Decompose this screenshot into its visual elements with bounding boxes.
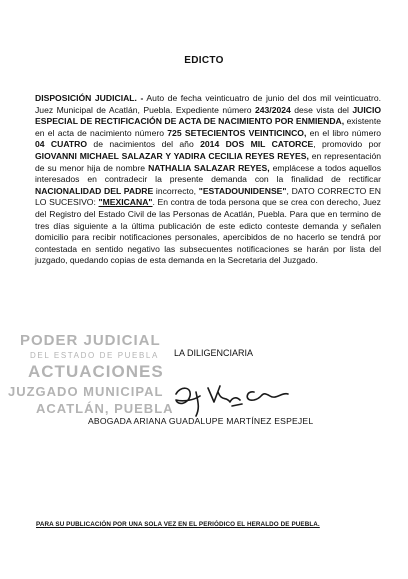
handwritten-signature <box>170 378 320 420</box>
act-number: 725 SETECIENTOS VEINTICINCO, <box>167 127 307 138</box>
stamp-line: ACTUACIONES <box>28 362 164 381</box>
diligenciaria-label: LA DILIGENCIARIA <box>174 348 254 358</box>
stamp-line: PODER JUDICIAL <box>20 332 161 349</box>
year: 2014 DOS MIL CATORCE <box>200 139 314 150</box>
text-segment: en representación de su menor hija de nombre <box>35 150 381 173</box>
document-title: EDICTO <box>184 55 224 66</box>
stamp-line: JUZGADO MUNICIPAL <box>8 384 164 399</box>
minor-name: NATHALIA SALAZAR REYES, <box>148 162 270 173</box>
edict-body <box>35 93 381 267</box>
book-number: 04 CUATRO <box>35 139 88 150</box>
case-number: 243/2024 <box>254 104 291 115</box>
publication-note: PARA SU PUBLICACIÓN POR UNA SOLA VEZ EN EL PERIÓDICO EL HERALDO DE PUEBLA. <box>36 521 320 528</box>
court-stamp <box>6 332 196 416</box>
promoters: GIOVANNI MICHAEL SALAZAR Y YADIRA CECILIA REYES REYES, <box>35 150 309 161</box>
text-segment: incorrecto, <box>153 185 199 196</box>
text-segment: existente en el acta de nacimiento número <box>35 116 381 138</box>
text-segment: . En contra de toda persona que se crea con derecho, Juez del Registro del Estado Civil de las Personas de Acatlán, Puebla. Para que en termino de tres días siguiente a la última publicación de este edicto conteste demanda y señalen domicilio para recibir notificaciones personales, apercibidos de no hacerlo se tendrá por contestada en sentido negativo las subsecuentes notificaciones se harán por lista del juzgado, quedando copias de esta demanda en la Secretaria del Juzgado. <box>35 197 381 266</box>
text-segment: emplácese a todos aquellos interesados en contradecir la presente demanda con la finalidad de rectificar <box>35 162 381 185</box>
incorrect-value: "ESTADOUNIDENSE" <box>198 185 287 196</box>
rectify-field: NACIONALIDAD DEL PADRE <box>35 185 154 196</box>
heading-disposicion: DISPOSICIÓN JUDICIAL. - <box>35 93 144 103</box>
text-segment: dese vista del <box>290 104 353 115</box>
stamp-line: ACATLÁN, PUEBLA <box>36 401 174 416</box>
text-segment: de nacimientos del año <box>87 139 201 150</box>
stamp-line: DEL ESTADO DE PUEBLA <box>30 351 159 360</box>
text-segment: en el libro número <box>306 127 382 138</box>
trial-type: JUICIO ESPECIAL DE RECTIFICACIÓN DE ACTA DE NACIMIENTO POR ENMIENDA, <box>35 104 382 127</box>
text-segment: , DATO CORRECTO EN LO SUCESIVO: <box>35 185 381 208</box>
text-segment: Auto de fecha veinticuatro de junio del dos mil veinticuatro. Juez Municipal de Acatlán, Puebla. Expediente número <box>35 93 381 115</box>
correct-value: "MEXICANA" <box>98 197 153 208</box>
signer-name: ABOGADA ARIANA GUADALUPE MARTÍNEZ ESPEJEL <box>88 416 314 426</box>
text-segment: , promovido por <box>313 139 381 150</box>
